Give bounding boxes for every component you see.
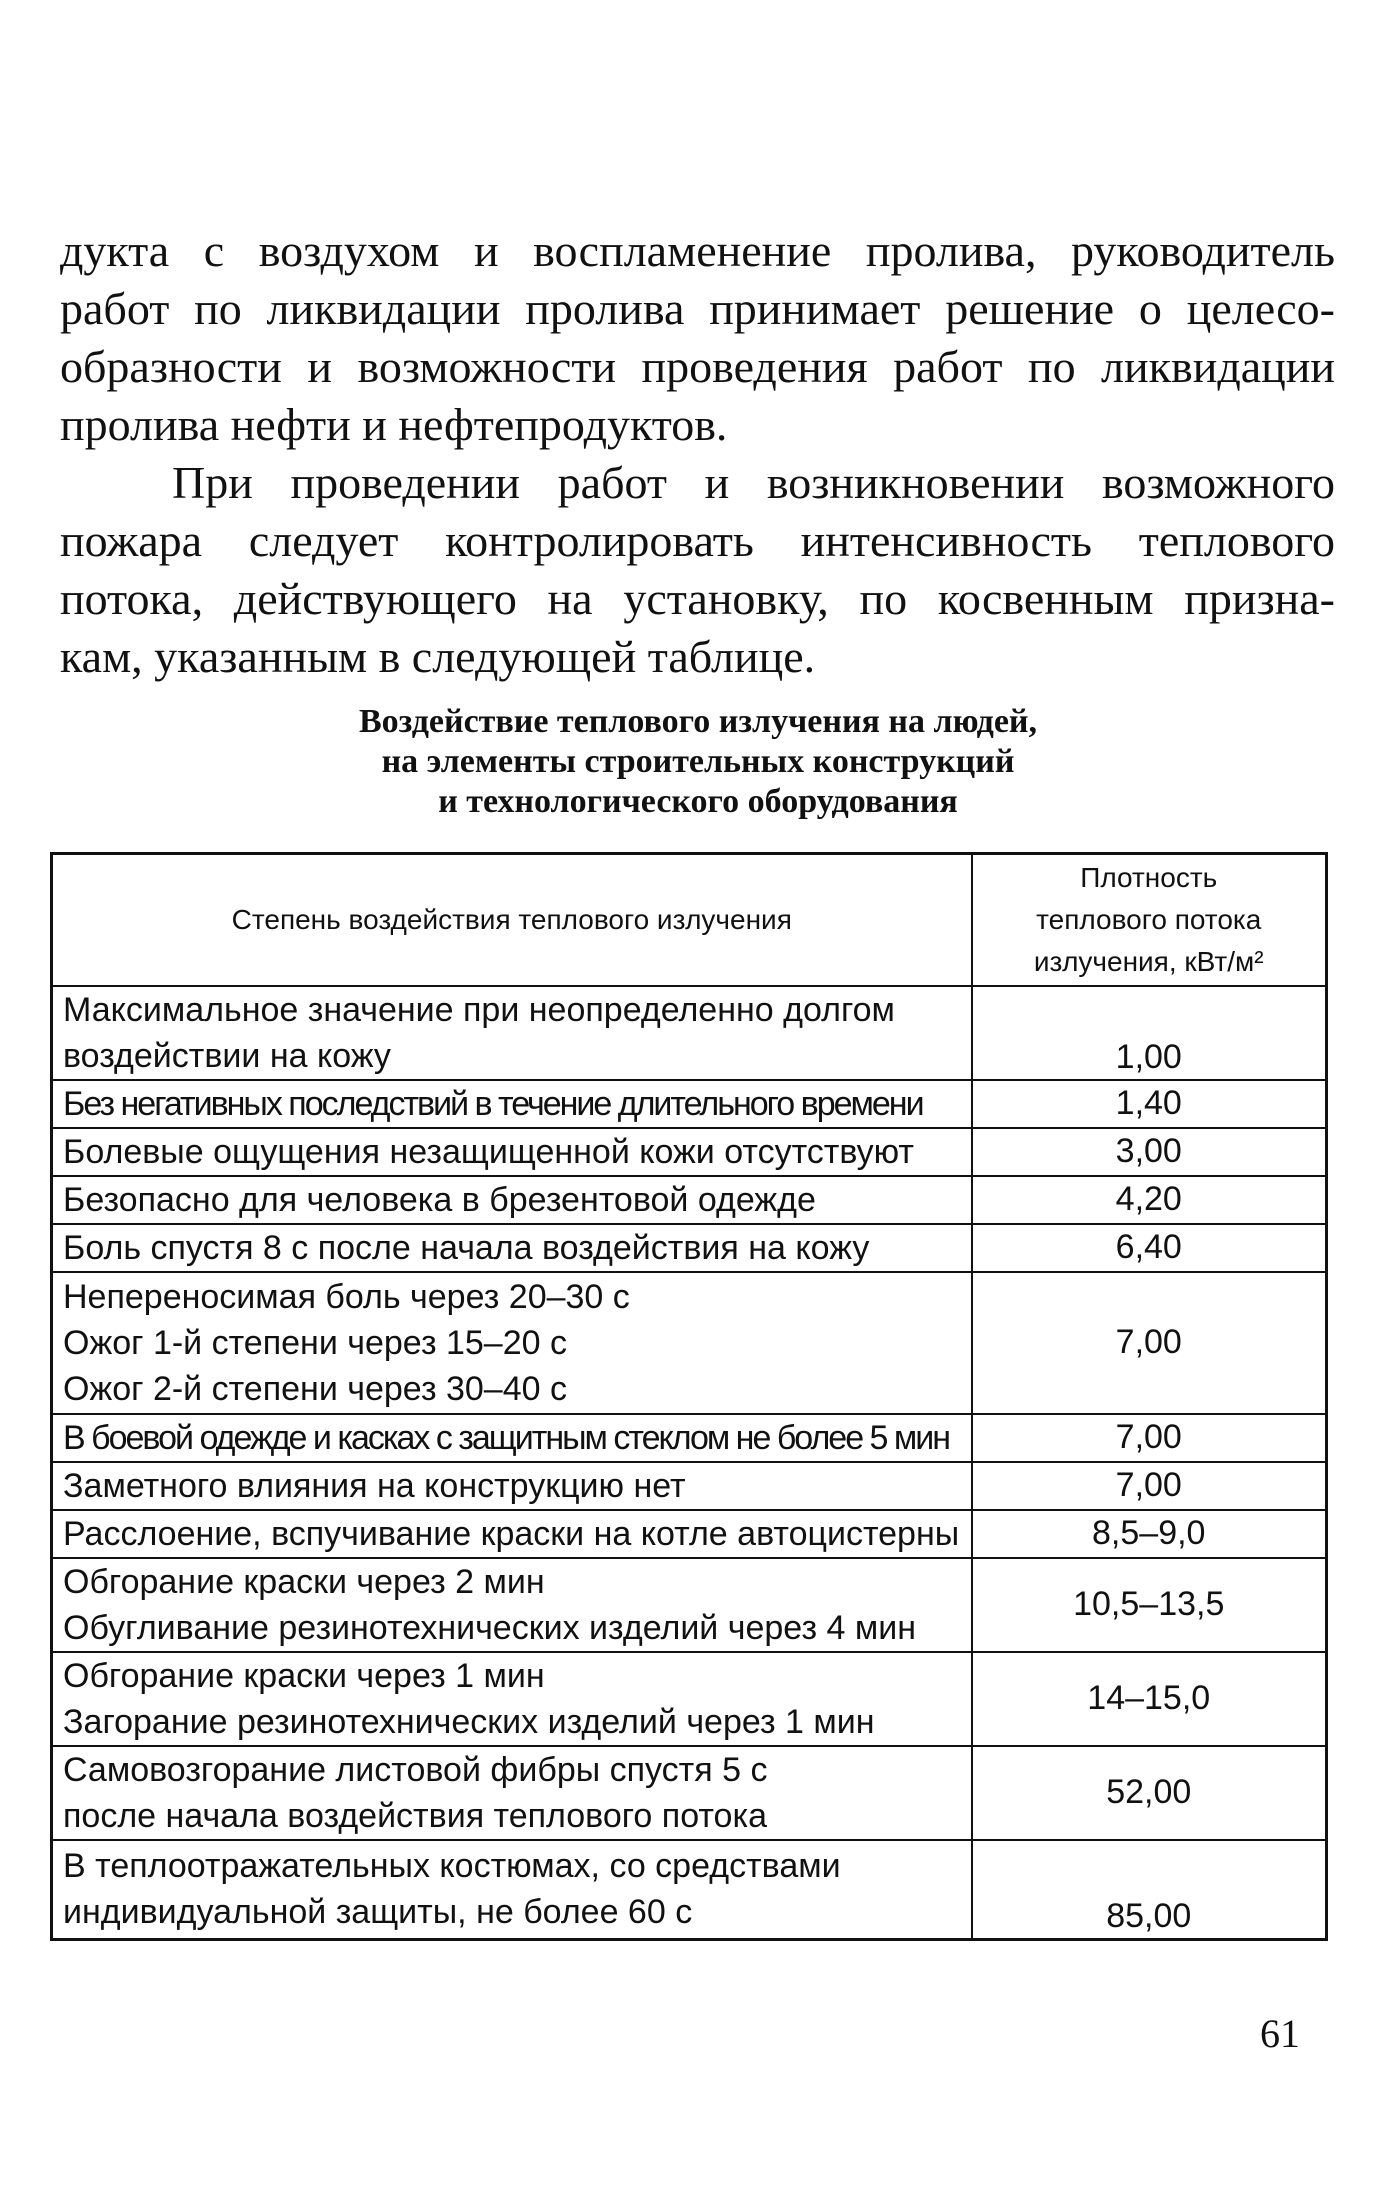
cell-line: В боевой одежде и касках с защитным стеклом не более 5 мин [63,1418,950,1457]
value-cell: 7,00 [972,1462,1327,1510]
cell-line: после начала воздействия теплового потока [63,1796,767,1835]
effect-cell [52,1840,972,1940]
column-header-flux-density [972,854,1327,986]
table-row [52,1840,1327,1940]
table-row [52,1746,1327,1840]
paragraph-1 [60,222,1335,454]
cell-line: Болевые ощущения незащищенной кожи отсутствуют [63,1132,914,1171]
cell-line: Загорание резинотехнических изделий через 1 мин [63,1702,875,1741]
page-number: 61 [1260,2011,1300,2056]
cell-line: Обугливание резинотехнических изделий через 4 мин [63,1608,916,1647]
table-row [52,1652,1327,1746]
effect-cell [52,1224,972,1272]
header-line: Плотность [1080,861,1218,893]
caption-line: и технологического оборудования [438,783,958,820]
effect-cell [52,986,972,1080]
table-row [52,1176,1327,1224]
column-header-effect: Степень воздействия теплового излучения [52,854,972,986]
text-line: потока, действующего на установку, по косвенным призна- [60,573,1335,624]
heat-radiation-table [50,852,1328,1941]
table-row [52,1128,1327,1176]
effect-cell [52,1080,972,1128]
effect-cell [52,1462,972,1510]
effect-cell [52,1176,972,1224]
caption-line: на элементы строительных конструкций [381,743,1015,780]
table-row [52,1080,1327,1128]
value-cell: 7,00 [972,1414,1327,1462]
cell-line: воздействии на кожу [63,1036,391,1075]
table-row [52,1224,1327,1272]
cell-line: Боль спустя 8 с после начала воздействия на кожу [63,1228,870,1267]
effect-cell [52,1558,972,1652]
cell-line: В теплоотражательных костюмах, со средствами [63,1847,841,1886]
value-cell: 52,00 [972,1746,1327,1840]
value-cell: 1,40 [972,1080,1327,1128]
cell-line: Расслоение, вспучивание краски на котле автоцистерны [63,1514,960,1553]
cell-line: Ожог 1-й степени через 15–20 с [63,1323,567,1362]
value-cell: 4,20 [972,1176,1327,1224]
text-line: При проведении работ и возникновении возможного [172,457,1335,508]
text-line: работ по ликвидации пролива принимает решение о целесо- [60,283,1335,334]
value-cell: 14–15,0 [972,1652,1327,1746]
text-line: пролива нефти и нефтепродуктов. [60,399,728,450]
cell-line: Ожог 2-й степени через 30–40 с [63,1369,567,1408]
text-line: кам, указанным в следующей таблице. [60,631,816,682]
value-cell: 85,00 [972,1840,1327,1940]
effect-cell [52,1652,972,1746]
table-row [52,1510,1327,1558]
text-line: дукта с воздухом и воспламенение пролива, руководитель [60,225,1335,276]
table-row [52,986,1327,1080]
paragraph-2 [60,454,1335,686]
effect-cell [52,1510,972,1558]
header-line: излучения, кВт/м² [1033,945,1264,977]
effect-cell [52,1414,972,1462]
text-line: образности и возможности проведения работ по ликвидации [60,341,1335,392]
value-cell: 8,5–9,0 [972,1510,1327,1558]
cell-line: Заметного влияния на конструкцию нет [63,1466,686,1505]
table-row [52,1558,1327,1652]
value-cell: 10,5–13,5 [972,1558,1327,1652]
value-cell: 7,00 [972,1272,1327,1414]
table-row [52,1414,1327,1462]
table-caption [48,702,1348,822]
table-header-row [52,854,1327,986]
text-line: пожара следует контролировать интенсивность теплового [60,515,1335,566]
table-row [52,1462,1327,1510]
value-cell: 1,00 [972,986,1327,1080]
cell-line: Максимальное значение при неопределенно долгом [63,990,895,1029]
cell-line: Без негативных последствий в течение длительного времени [63,1084,923,1123]
caption-line: Воздействие теплового излучения на людей, [358,703,1038,740]
cell-line: индивидуальной защиты, не более 60 с [63,1893,693,1932]
cell-line: Непереносимая боль через 20–30 с [63,1277,630,1316]
value-cell: 3,00 [972,1128,1327,1176]
cell-line: Самовозгорание листовой фибры спустя 5 с [63,1750,768,1789]
cell-line: Обгорание краски через 1 мин [63,1656,545,1695]
value-cell: 6,40 [972,1224,1327,1272]
cell-line: Безопасно для человека в брезентовой одежде [63,1180,816,1219]
header-line: теплового потока [1036,903,1262,935]
effect-cell [52,1746,972,1840]
table-row [52,1272,1327,1414]
effect-cell [52,1272,972,1414]
effect-cell [52,1128,972,1176]
cell-line: Обгорание краски через 2 мин [63,1562,545,1601]
